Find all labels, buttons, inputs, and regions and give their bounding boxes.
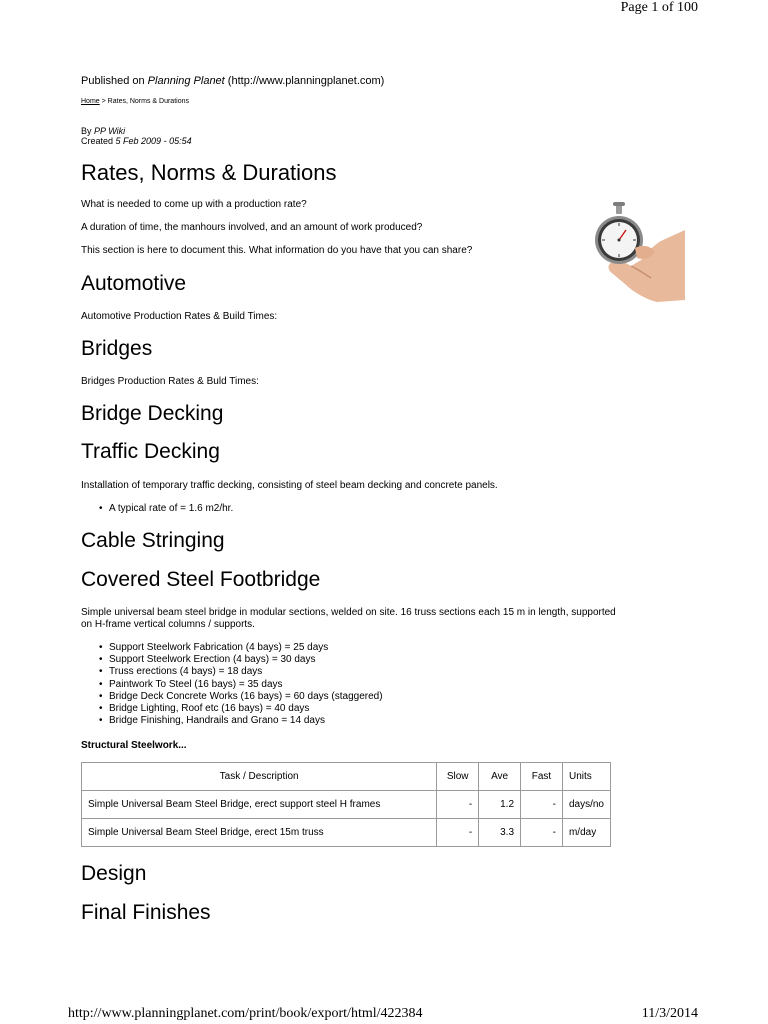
list-item: • Bridge Finishing, Handrails and Grano = 14 days [99,715,383,727]
footbridge-durations-list [99,642,383,727]
breadcrumb-separator: > [99,98,108,105]
heading-final-finishes: Final Finishes [81,901,211,924]
site-name: Planning Planet [147,75,225,87]
heading-covered-steel-footbridge: Covered Steel Footbridge [81,568,321,591]
page-title: Rates, Norms & Durations [81,160,337,185]
site-link[interactable]: http://www.planningplanet.com [231,75,381,87]
heading-cable-stringing: Cable Stringing [81,529,225,552]
heading-automotive: Automotive [81,272,187,295]
table-cell: - [521,791,563,819]
url-open: ( [224,75,232,87]
table-row [82,791,611,819]
bridges-text: Bridges Production Rates & Buld Times: [81,376,259,387]
automotive-text: Automotive Production Rates & Build Times: [81,311,278,322]
table-cell: 1.2 [479,791,521,819]
heading-bridges: Bridges [81,337,153,360]
footer-date: 11/3/2014 [641,1006,698,1021]
byline [81,126,192,146]
table-cell: days/no [562,791,610,819]
table-cell: - [437,819,479,847]
heading-design: Design [81,862,147,885]
traffic-decking-text: Installation of temporary traffic decking, consisting of steel beam decking and concrete panels. [81,480,498,491]
table-cell: m/day [562,819,610,847]
list-item: • Support Steelwork Erection (4 bays) = 30 days [99,654,383,666]
intro-paragraph-3: This section is here to document this. What information do you have that you can share? [81,245,473,256]
list-item: • A typical rate of = 1.6 m2/hr. [99,503,233,515]
published-prefix: Published on [81,75,148,87]
column-header-units: Units [562,763,610,791]
author: PP Wiki [94,126,126,136]
list-item: • Paintwork To Steel (16 bays) = 35 days [99,679,383,691]
footer-url: http://www.planningplanet.com/print/book/export/html/422384 [68,1006,423,1021]
created-date: 5 Feb 2009 - 05:54 [115,136,192,146]
table-cell: - [437,791,479,819]
page-number: Page 1 of 100 [620,0,698,15]
created-line [81,136,192,146]
table-header-row [82,763,611,791]
table-cell: Simple Universal Beam Steel Bridge, erect 15m truss [82,819,437,847]
table-cell: - [521,819,563,847]
structural-steelwork-table [81,762,611,847]
intro-paragraph-1: What is needed to come up with a production rate? [81,199,307,210]
author-line [81,126,192,136]
heading-bridge-decking: Bridge Decking [81,402,224,425]
breadcrumb [81,98,189,105]
intro-paragraph-2: A duration of time, the manhours involved, and an amount of work produced? [81,222,423,233]
stopwatch-in-hand-icon [585,200,685,305]
list-item: • Bridge Deck Concrete Works (16 bays) = 60 days (staggered) [99,691,383,703]
heading-traffic-decking: Traffic Decking [81,440,220,463]
column-header-ave: Ave [479,763,521,791]
column-header-fast: Fast [521,763,563,791]
table-cell: Simple Universal Beam Steel Bridge, erect support steel H frames [82,791,437,819]
traffic-decking-list [99,503,233,515]
footbridge-text-line-2: on H-frame vertical columns / supports. [81,619,255,630]
url-close: ) [380,75,385,87]
breadcrumb-home-link[interactable]: Home [81,98,100,105]
table-row [82,819,611,847]
column-header-task: Task / Description [82,763,437,791]
footbridge-text-line-1: Simple universal beam steel bridge in modular sections, welded on site. 16 truss sections each 15 m in length, supported [81,607,616,618]
list-item: • Support Steelwork Fabrication (4 bays) = 25 days [99,642,383,654]
list-item: • Bridge Lighting, Roof etc (16 bays) = 40 days [99,703,383,715]
column-header-slow: Slow [437,763,479,791]
published-line [81,75,384,87]
breadcrumb-current: Rates, Norms & Durations [107,98,189,105]
created-prefix: Created [81,136,116,146]
list-item: • Truss erections (4 bays) = 18 days [99,666,383,678]
by-prefix: By [81,126,95,136]
structural-steelwork-heading: Structural Steelwork... [81,740,187,751]
table-cell: 3.3 [479,819,521,847]
